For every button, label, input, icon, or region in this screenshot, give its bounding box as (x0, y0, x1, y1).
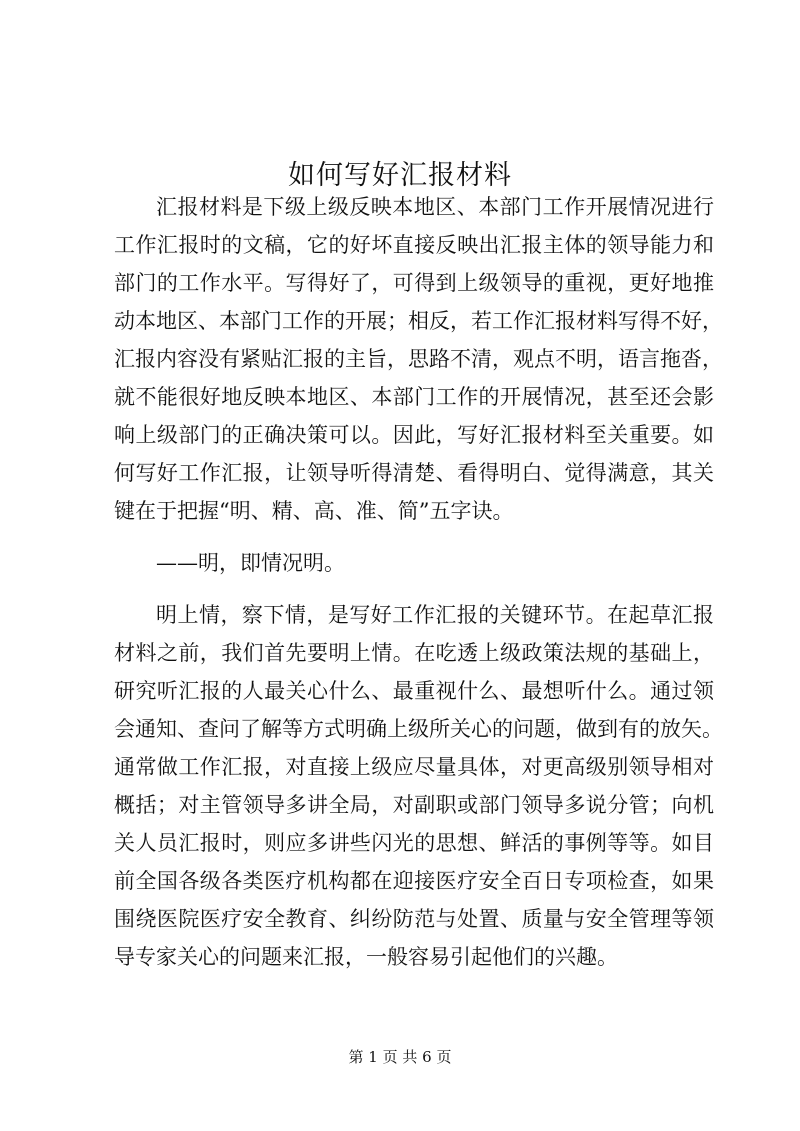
paragraph-line: 响上级部门的正确决策可以。因此，写好汇报材料至关重要。如 (114, 423, 714, 447)
paragraph-line: 汇报内容没有紧贴汇报的主旨，思路不清，观点不明，语言拖沓， (114, 347, 723, 371)
paragraph-line: 导专家关心的问题来汇报，一般容易引起他们的兴趣。 (114, 945, 618, 969)
section-heading: ——明，即情况明。 (156, 551, 345, 575)
paragraph-line: 会通知、查问了解等方式明确上级所关心的问题，做到有的放矢。 (114, 717, 723, 741)
paragraph-line: 概括；对主管领导多讲全局，对副职或部门领导多说分管；向机 (114, 793, 714, 817)
paragraph-line: 材料之前，我们首先要明上情。在吃透上级政策法规的基础上， (114, 641, 714, 665)
paragraph-line: 研究听汇报的人最关心什么、最重视什么、最想听什么。通过领 (114, 679, 714, 703)
document-title: 如何写好汇报材料 (288, 160, 512, 192)
page-footer: 第 1 页 共 6 页 (348, 1048, 452, 1066)
paragraph-line: 何写好工作汇报，让领导听得清楚、看得明白、觉得满意，其关 (114, 461, 714, 485)
paragraph-line: 部门的工作水平。写得好了，可得到上级领导的重视，更好地推 (114, 271, 714, 295)
paragraph-line: 汇报材料是下级上级反映本地区、本部门工作开展情况进行 (156, 195, 714, 219)
paragraph-line: 工作汇报时的文稿，它的好坏直接反映出汇报主体的领导能力和 (114, 233, 714, 257)
paragraph-line: 关人员汇报时，则应多讲些闪光的思想、鲜活的事例等等。如目 (114, 831, 714, 855)
paragraph-line: 围绕医院医疗安全教育、纠纷防范与处置、质量与安全管理等领 (114, 907, 714, 931)
paragraph-line: 键在于把握“明、精、高、准、简”五字诀。 (114, 499, 514, 523)
paragraph-line: 明上情，察下情，是写好工作汇报的关键环节。在起草汇报 (156, 603, 714, 627)
paragraph-line: 动本地区、本部门工作的开展；相反，若工作汇报材料写得不好， (114, 309, 723, 333)
paragraph-line: 就不能很好地反映本地区、本部门工作的开展情况，甚至还会影 (114, 385, 714, 409)
paragraph-line: 前全国各级各类医疗机构都在迎接医疗安全百日专项检查，如果 (114, 869, 714, 893)
paragraph-line: 通常做工作汇报，对直接上级应尽量具体，对更高级别领导相对 (114, 755, 714, 779)
